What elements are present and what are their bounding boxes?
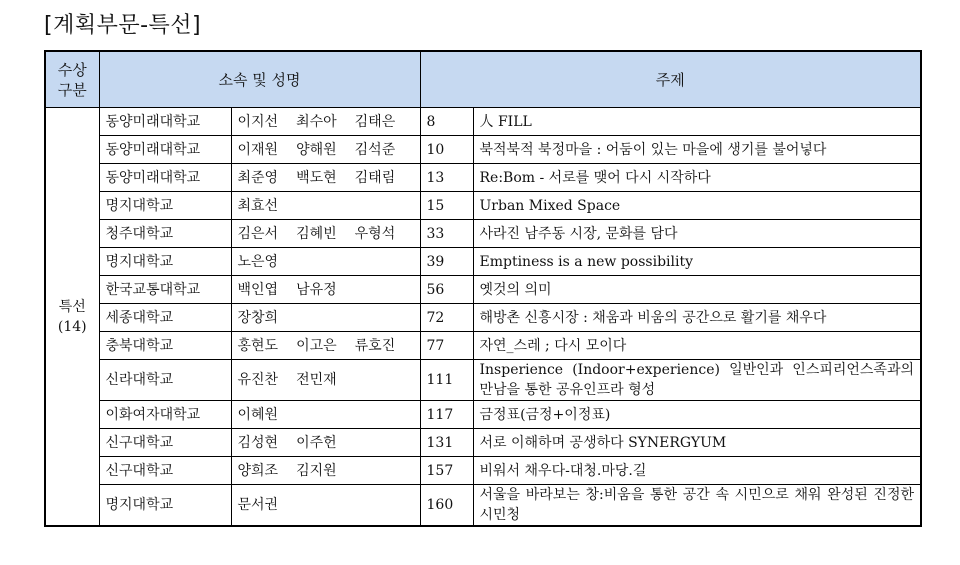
table-row bbox=[45, 332, 921, 360]
theme-cell bbox=[473, 220, 921, 248]
theme-cell bbox=[473, 276, 921, 304]
table-row bbox=[45, 429, 921, 457]
school-cell: 한국교통대학교 bbox=[99, 276, 231, 304]
theme-text: 서울을 바라보는 창:비움을 통한 공간 속 시민으로 채워 완성된 진정한 시민청 bbox=[479, 487, 915, 523]
member-name: 김지원 bbox=[296, 462, 337, 479]
names-cell bbox=[231, 192, 420, 220]
entry-number-cell: 157 bbox=[420, 457, 473, 485]
member-name: 장창희 bbox=[237, 309, 279, 326]
member-name: 이지선 bbox=[237, 113, 279, 130]
table-row bbox=[45, 457, 921, 485]
header-theme: 주제 bbox=[420, 51, 921, 108]
theme-cell bbox=[473, 108, 921, 136]
school-cell: 명지대학교 bbox=[99, 248, 231, 276]
theme-cell bbox=[473, 332, 921, 360]
header-category-line2: 구분 bbox=[57, 80, 87, 99]
theme-text: 금정표(금정+이정표) bbox=[479, 406, 611, 423]
member-name: 남유정 bbox=[296, 281, 337, 298]
table-row bbox=[45, 136, 921, 164]
member-name: 이고은 bbox=[296, 337, 337, 354]
names-cell bbox=[231, 276, 420, 304]
member-name: 이주헌 bbox=[296, 434, 337, 451]
theme-cell bbox=[473, 360, 921, 401]
school-cell: 동양미래대학교 bbox=[99, 164, 231, 192]
entry-number-cell: 117 bbox=[420, 401, 473, 429]
theme-text: Urban Mixed Space bbox=[479, 197, 621, 214]
names-cell bbox=[231, 332, 420, 360]
table-row bbox=[45, 276, 921, 304]
names-cell bbox=[231, 220, 420, 248]
theme-cell bbox=[473, 192, 921, 220]
awards-table bbox=[44, 50, 922, 527]
entry-number-cell: 8 bbox=[420, 108, 473, 136]
member-name: 최수아 bbox=[296, 113, 337, 130]
school-cell: 명지대학교 bbox=[99, 485, 231, 527]
category-label: 특선 bbox=[58, 298, 86, 315]
theme-text: Re:Bom - 서로를 맺어 다시 시작하다 bbox=[479, 169, 711, 186]
theme-cell bbox=[473, 136, 921, 164]
header-category-line1: 수상 bbox=[57, 60, 87, 79]
table-row bbox=[45, 108, 921, 136]
table-row bbox=[45, 304, 921, 332]
entry-number-cell: 160 bbox=[420, 485, 473, 527]
names-cell bbox=[231, 136, 420, 164]
theme-text: 북적북적 북정마을 : 어둠이 있는 마을에 생기를 불어넣다 bbox=[479, 141, 827, 158]
category-cell bbox=[45, 108, 99, 527]
table-body bbox=[45, 108, 921, 527]
names-cell bbox=[231, 360, 420, 401]
member-name: 유진찬 bbox=[237, 372, 279, 388]
theme-text: 비워서 채우다-대청.마당.길 bbox=[479, 462, 647, 479]
member-name: 김태은 bbox=[354, 113, 396, 130]
theme-cell bbox=[473, 457, 921, 485]
member-name: 양해원 bbox=[296, 141, 337, 158]
school-cell: 청주대학교 bbox=[99, 220, 231, 248]
entry-number-cell: 72 bbox=[420, 304, 473, 332]
entry-number-cell: 131 bbox=[420, 429, 473, 457]
table-row bbox=[45, 164, 921, 192]
member-name: 이혜원 bbox=[237, 406, 279, 423]
table-row bbox=[45, 485, 921, 527]
member-name: 노은영 bbox=[237, 253, 279, 270]
entry-number-cell: 77 bbox=[420, 332, 473, 360]
school-cell: 동양미래대학교 bbox=[99, 108, 231, 136]
names-cell bbox=[231, 108, 420, 136]
entry-number-cell: 56 bbox=[420, 276, 473, 304]
names-cell bbox=[231, 248, 420, 276]
theme-text: Insperience (Indoor+experience) 일반인과 인스피리언스족과의 만남을 통한 공유인프라 형성 bbox=[479, 362, 915, 398]
entry-number-cell: 111 bbox=[420, 360, 473, 401]
table-row bbox=[45, 220, 921, 248]
school-cell: 신라대학교 bbox=[99, 360, 231, 401]
school-cell: 세종대학교 bbox=[99, 304, 231, 332]
theme-text: Emptiness is a new possibility bbox=[479, 253, 693, 270]
member-name: 백인엽 bbox=[237, 281, 279, 298]
table-header-row bbox=[45, 51, 921, 108]
theme-cell bbox=[473, 485, 921, 527]
table-row bbox=[45, 401, 921, 429]
entry-number-cell: 39 bbox=[420, 248, 473, 276]
school-cell: 명지대학교 bbox=[99, 192, 231, 220]
member-name: 류호진 bbox=[354, 337, 396, 354]
names-cell bbox=[231, 304, 420, 332]
school-cell: 충북대학교 bbox=[99, 332, 231, 360]
entry-number-cell: 13 bbox=[420, 164, 473, 192]
entry-number-cell: 33 bbox=[420, 220, 473, 248]
member-name: 김은서 bbox=[237, 225, 279, 242]
member-name: 김태림 bbox=[354, 169, 396, 186]
member-name: 전민재 bbox=[296, 372, 337, 388]
names-cell bbox=[231, 429, 420, 457]
member-name: 김혜빈 bbox=[296, 225, 337, 242]
theme-text: 자연_스레 ; 다시 모이다 bbox=[479, 337, 627, 354]
table-row bbox=[45, 248, 921, 276]
theme-text: 해방촌 신흥시장 : 채움과 비움의 공간으로 활기를 채우다 bbox=[479, 309, 827, 326]
names-cell bbox=[231, 164, 420, 192]
theme-text: 사라진 남주동 시장, 문화를 담다 bbox=[479, 225, 678, 242]
entry-number-cell: 10 bbox=[420, 136, 473, 164]
member-name: 우형석 bbox=[354, 225, 396, 242]
page-title: [계획부문-특선] bbox=[44, 13, 202, 38]
category-count: (14) bbox=[57, 318, 87, 335]
names-cell bbox=[231, 485, 420, 527]
theme-text: 人 FILL bbox=[479, 113, 532, 130]
member-name: 최준영 bbox=[237, 169, 279, 186]
theme-cell bbox=[473, 401, 921, 429]
school-cell: 신구대학교 bbox=[99, 457, 231, 485]
member-name: 백도현 bbox=[296, 169, 337, 186]
school-cell: 동양미래대학교 bbox=[99, 136, 231, 164]
header-affiliation: 소속 및 성명 bbox=[99, 51, 420, 108]
member-name: 양희조 bbox=[237, 462, 279, 479]
theme-cell bbox=[473, 429, 921, 457]
member-name: 최효선 bbox=[237, 197, 279, 214]
names-cell bbox=[231, 457, 420, 485]
table-row bbox=[45, 192, 921, 220]
theme-text: 서로 이해하며 공생하다 SYNERGYUM bbox=[479, 434, 727, 451]
member-name: 김석준 bbox=[354, 141, 396, 158]
theme-text: 옛것의 의미 bbox=[479, 281, 552, 298]
table-row bbox=[45, 360, 921, 401]
names-cell bbox=[231, 401, 420, 429]
member-name: 김성현 bbox=[237, 434, 279, 451]
member-name: 홍현도 bbox=[237, 337, 279, 354]
theme-cell bbox=[473, 304, 921, 332]
member-name: 이재원 bbox=[237, 141, 279, 158]
school-cell: 이화여자대학교 bbox=[99, 401, 231, 429]
header-category bbox=[45, 51, 99, 108]
entry-number-cell: 15 bbox=[420, 192, 473, 220]
school-cell: 신구대학교 bbox=[99, 429, 231, 457]
member-name: 문서권 bbox=[237, 497, 279, 513]
theme-cell bbox=[473, 164, 921, 192]
theme-cell bbox=[473, 248, 921, 276]
